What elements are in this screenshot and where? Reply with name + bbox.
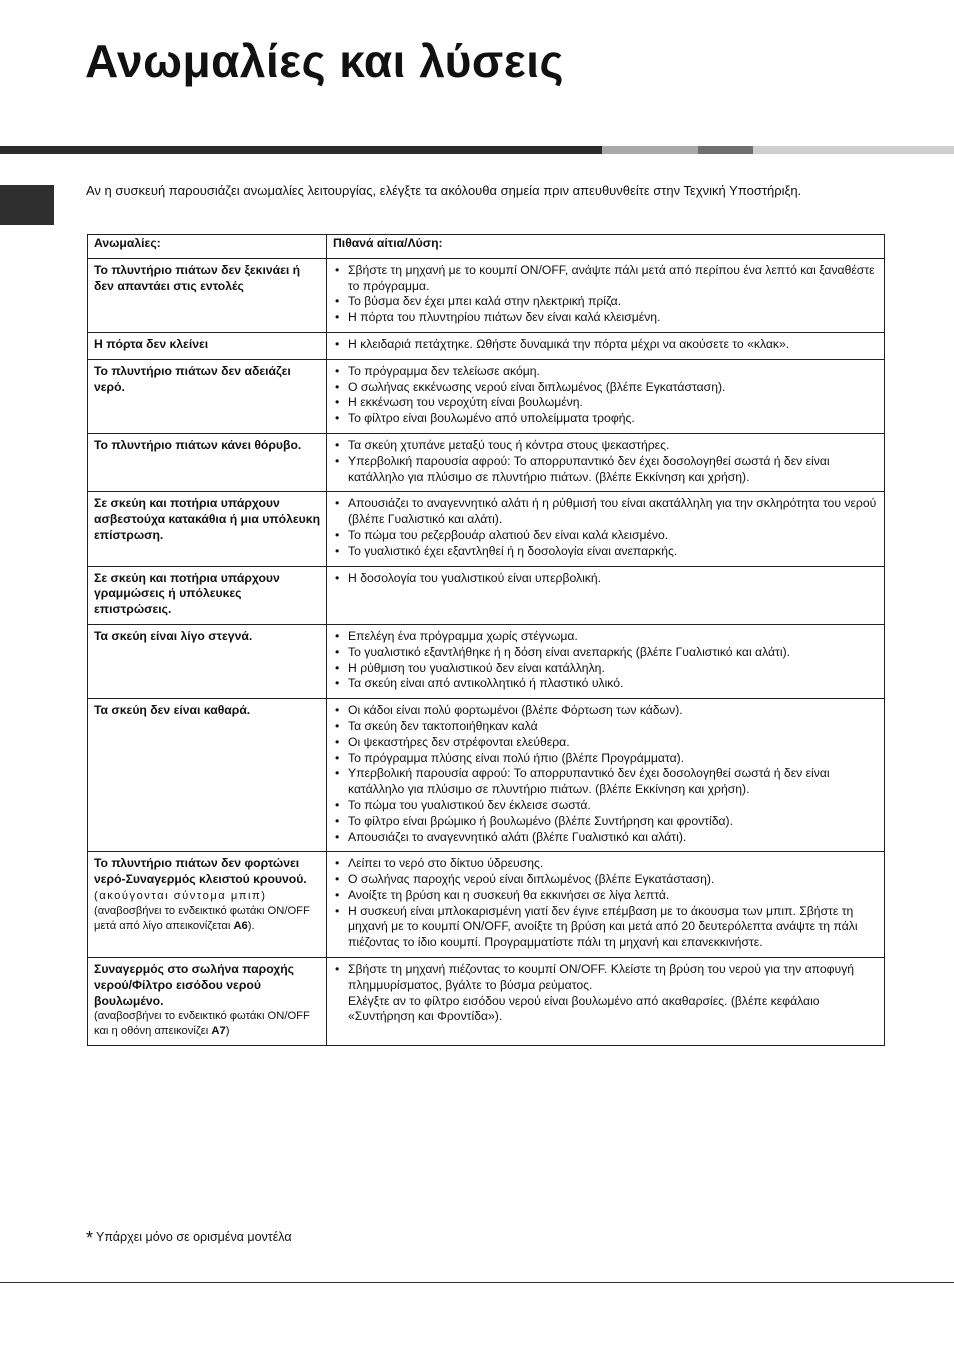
problem-text: Το πλυντήριο πιάτων δεν ξεκινάει ή δεν απαντάει στις εντολές [94,262,301,293]
problem-text: Το πλυντήριο πιάτων δεν αδειάζει νερό. [94,363,291,394]
header-rule-grey [602,146,698,154]
cause-continuation: Ελέγξτε αν το φίλτρο εισόδου νερού είναι βουλωμένο από ακαθαρσίες. (βλέπε κεφάλαιο «Συντήρηση και Φροντίδα»). [348,993,820,1024]
header-rule-dark [0,146,602,154]
header-rule-mid [698,146,753,154]
table-row [88,492,885,566]
cause-item: • Το πρόγραμμα πλύσης είναι πολύ ήπιο (βλέπε Προγράμματα). [333,751,878,767]
cause-item: • Υπερβολική παρουσία αφρού: Το απορρυπαντικό δεν έχει δοσολογηθεί σωστά ή δεν είναι κατάλληλο για πλύσιμο σε πλυντήριο πιάτων. (βλέπε Εκκίνηση και χρήση). [333,766,878,798]
cause-item: • Η δοσολογία του γυαλιστικού είναι υπερβολική. [333,571,878,587]
causes-cell [327,958,885,1046]
problem-text: Συναγερμός στο σωλήνα παροχής νερού/Φίλτρο εισόδου νερού βουλωμένο. [94,962,295,1008]
table-header-row [88,235,885,259]
cause-main: Σβήστε τη μηχανή πιέζοντας το κουμπί ON/OFF. Κλείστε τη βρύση του νερού για την αποφυγή πλημμυρίσματος, βγάλτε το βύσμα ρεύματος. [348,962,855,992]
causes-list [333,337,878,353]
table-row [88,359,885,433]
cause-item: • Το πώμα του ρεζερβουάρ αλατιού δεν είναι καλά κλεισμένο. [333,528,878,544]
troubleshooting-table [87,234,885,1046]
causes-cell [327,566,885,624]
causes-list [333,856,878,951]
cause-item: • Η ρύθμιση του γυαλιστικού δεν είναι κατάλληλη. [333,661,878,677]
cause-item: • Η συσκευή είναι μπλοκαρισμένη γιατί δεν έγινε επέμβαση με το άκουσμα των μπιπ. Σβήστε τη μηχανή με το κουμπί ON/OFF, ανοίξτε τη βρύση και μετά από 20 δευτερόλεπτα ανάψτε τη πάλι πιέζοντας το ίδιο κουμπί. Προγραμματίστε πάλι τη μηχανή και επανεκκινήστε. [333,904,878,951]
cause-item: • Σβήστε τη μηχανή με το κουμπί ON/OFF, ανάψτε πάλι μετά από περίπου ένα λεπτό και ξαναθέστε το πρόγραμμα. [333,263,878,295]
alarm-code: A7 [211,1025,226,1038]
header-rule-light [753,146,954,154]
problem-note [94,1009,320,1039]
problem-cell [88,852,327,958]
language-tab-marker [0,185,54,225]
footnote-asterisk: * [86,1228,94,1248]
cause-item: • Το πώμα του γυαλιστικού δεν έκλεισε σωστά. [333,798,878,814]
table-row [88,566,885,624]
table-row [88,624,885,698]
table-row [88,699,885,852]
problem-text: Το πλυντήριο πιάτων δεν φορτώνει νερό-Συναγερμός κλειστού κρουνού. [94,856,307,887]
cause-item: • Απουσιάζει το αναγεννητικό αλάτι (βλέπε Γυαλιστικό και αλάτι). [333,830,878,846]
causes-cell [327,492,885,566]
problem-text: Το πλυντήριο πιάτων κάνει θόρυβο. [94,437,302,452]
note-suffix: ) [225,1025,230,1038]
table-row [88,958,885,1046]
causes-cell [327,433,885,491]
header-problems: Ανωμαλίες: [88,235,327,259]
problem-text: Σε σκεύη και ποτήρια υπάρχουν γραμμώσεις ή υπόλευκες επιστρώσεις. [94,570,280,617]
problem-text: Τα σκεύη είναι λίγο στεγνά. [94,628,253,643]
problem-text: Τα σκεύη δεν είναι καθαρά. [94,703,251,718]
cause-item: • Το βύσμα δεν έχει μπει καλά στην ηλεκτρική πρίζα. [333,294,878,310]
causes-list [333,571,878,587]
cause-item: • Υπερβολική παρουσία αφρού: Το απορρυπαντικό δεν έχει δοσολογηθεί σωστά ή δεν είναι κατάλληλο για πλύσιμο σε πλυντήριο πιάτων. (βλέπε Εκκίνηση και χρήση). [333,454,878,486]
header-causes: Πιθανά αίτια/Λύση: [327,235,885,259]
table-row [88,332,885,359]
cause-item: • Οι ψεκαστήρες δεν στρέφονται ελεύθερα. [333,735,878,751]
problem-extra: (ακούγονται σύντομα μπιπ) [94,889,267,902]
footnote-text: Υπάρχει μόνο σε ορισμένα μοντέλα [96,1230,292,1244]
cause-item: • Το φίλτρο είναι βρώμικο ή βουλωμένο (βλέπε Συντήρηση και φροντίδα). [333,814,878,830]
table-row [88,433,885,491]
cause-item: • Απουσιάζει το αναγεννητικό αλάτι ή η ρύθμισή του είναι ακατάλληλη για την σκληρότητα του νερού (βλέπε Γυαλιστικό και αλάτι). [333,496,878,528]
cause-item: • Επελέγη ένα πρόγραμμα χωρίς στέγνωμα. [333,629,878,645]
problem-cell [88,433,327,491]
problem-text: Η πόρτα δεν κλείνει [94,336,209,351]
causes-cell [327,624,885,698]
page-title: Ανωμαλίες και λύσεις [85,35,564,87]
note-prefix: (αναβοσβήνει το ενδεικτικό φωτάκι ON/OFF και η οθόνη απεικονίζει [94,1010,310,1038]
causes-list [333,438,878,485]
problem-cell [88,566,327,624]
cause-item: • Το φίλτρο είναι βουλωμένο από υπολείμματα τροφής. [333,411,878,427]
causes-cell [327,258,885,332]
intro-text: Αν η συσκευή παρουσιάζει ανωμαλίες λειτουργίας, ελέγξτε τα ακόλουθα σημεία πριν απευθυνθείτε στην Τεχνική Υποστήριξη. [86,183,802,198]
cause-item: • Οι κάδοι είναι πολύ φορτωμένοι (βλέπε Φόρτωση των κάδων). [333,703,878,719]
alarm-code: A6 [233,919,248,932]
note-prefix: (αναβοσβήνει το ενδεικτικό φωτάκι ON/OFF μετά από λίγο απεικονίζεται [94,904,310,932]
problem-cell [88,332,327,359]
problem-cell [88,624,327,698]
cause-item: • Τα σκεύη είναι από αντικολλητικό ή πλαστικό υλικό. [333,676,878,692]
problem-cell [88,958,327,1046]
causes-list [333,703,878,845]
table-row [88,258,885,332]
causes-list [333,962,878,1025]
cause-item: • Η πόρτα του πλυντηρίου πιάτων δεν είναι καλά κλεισμένη. [333,310,878,326]
cause-item: • Ο σωλήνας παροχής νερού είναι διπλωμένος (βλέπε Εγκατάσταση). [333,872,878,888]
cause-item: • Η εκκένωση του νεροχύτη είναι βουλωμένη. [333,395,878,411]
causes-cell [327,332,885,359]
cause-item: • Το γυαλιστικό εξαντλήθηκε ή η δόση είναι ανεπαρκής (βλέπε Γυαλιστικό και αλάτι). [333,645,878,661]
footer-rule [0,1282,954,1283]
cause-item: • Το πρόγραμμα δεν τελείωσε ακόμη. [333,364,878,380]
causes-list [333,496,878,559]
cause-item: • Ανοίξτε τη βρύση και η συσκευή θα εκκινήσει σε λίγα λεπτά. [333,888,878,904]
problem-cell [88,492,327,566]
problem-cell [88,359,327,433]
causes-list [333,263,878,326]
problem-note [94,904,320,934]
problem-cell [88,258,327,332]
cause-item: • Τα σκεύη χτυπάνε μεταξύ τους ή κόντρα στους ψεκαστήρες. [333,438,878,454]
cause-item: • Τα σκεύη δεν τακτοποιήθηκαν καλά [333,719,878,735]
cause-item: • Ο σωλήνας εκκένωσης νερού είναι διπλωμένος (βλέπε Εγκατάσταση). [333,380,878,396]
causes-cell [327,359,885,433]
footnote [86,1228,292,1249]
problem-cell [88,699,327,852]
note-suffix: ). [247,919,255,932]
causes-cell [327,852,885,958]
cause-item: • Η κλειδαριά πετάχτηκε. Ωθήστε δυναμικά την πόρτα μέχρι να ακούσετε το «κλακ». [333,337,878,353]
problem-text: Σε σκεύη και ποτήρια υπάρχουν ασβεστούχα κατακάθια ή μια υπόλευκη επίστρωση. [94,496,321,542]
table-row [88,852,885,958]
causes-cell [327,699,885,852]
cause-item: • Λείπει το νερό στο δίκτυο ύδρευσης. [333,856,878,872]
causes-list [333,364,878,427]
cause-item [333,962,878,1025]
cause-item: • Το γυαλιστικό έχει εξαντληθεί ή η δοσολογία είναι ανεπαρκής. [333,544,878,560]
causes-list [333,629,878,692]
